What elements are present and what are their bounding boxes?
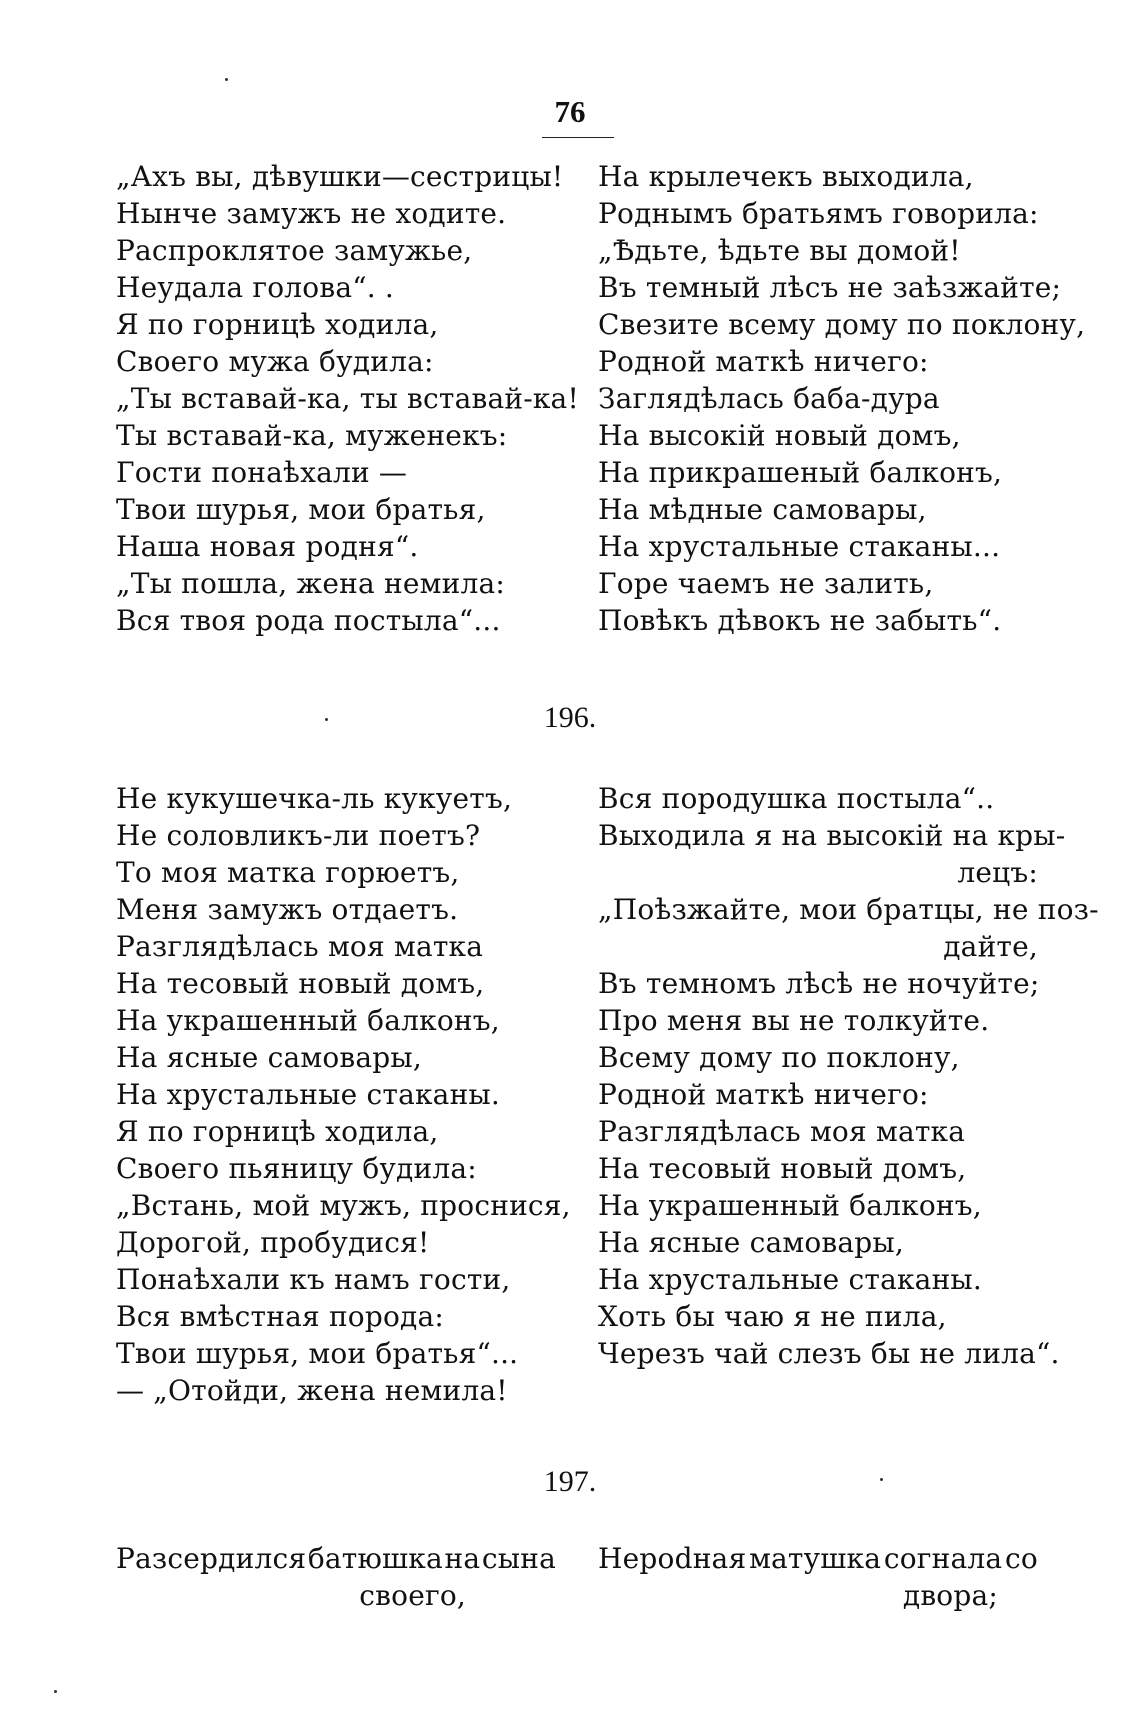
verse-line: „Ѣдьте, ѣдьте вы домой! [598, 234, 961, 267]
verse-line: Я по горницѣ ходила, [116, 308, 439, 341]
verse-line: Въ темный лѣсъ не заѣзжайте; [598, 271, 1062, 304]
verse-line: На прикрашеный балконъ, [598, 456, 1003, 489]
verse-line-continuation: двора; [902, 1579, 998, 1612]
verse-line: На украшенный балконъ, [598, 1189, 982, 1222]
verse-line: Вся вмѣстная порода: [116, 1300, 445, 1333]
verse-line: „Поѣзжайте, мои братцы, не поз- [598, 893, 1099, 926]
scan-speck [325, 718, 328, 721]
verse-line-continuation: дайте, [943, 930, 1038, 963]
verse-line: Не соловликъ-ли поетъ? [116, 819, 481, 852]
section196-left-column [116, 780, 571, 1409]
verse-line: „Ты вставай-ка, ты вставай-ка! [116, 382, 579, 415]
verse-word: сына [481, 1542, 556, 1575]
verse-line: Дорогой, пробудися! [116, 1226, 430, 1259]
scan-speck [54, 1690, 57, 1693]
verse-word: Разсердился [116, 1542, 307, 1575]
verse-word: согнала [883, 1542, 1003, 1575]
verse-line: Нынче замужъ не ходите. [116, 197, 507, 230]
verse-line: Понаѣхали къ намъ гости, [116, 1263, 511, 1296]
verse-line: На хрустальные стаканы. [116, 1078, 501, 1111]
verse-line: Наша новая родня“. [116, 530, 419, 563]
verse-word: Нерodная [598, 1542, 747, 1575]
verse-line: То моя матка горюетъ, [116, 856, 460, 889]
page-number: 76 [554, 94, 586, 129]
verse-line: Меня замужъ отдаетъ. [116, 893, 459, 926]
scan-speck [880, 1478, 883, 1481]
verse-word: на [444, 1542, 481, 1575]
verse-line: На украшенный балконъ, [116, 1004, 500, 1037]
verse-word: батюшка [307, 1542, 443, 1575]
verse-line: Въ темномъ лѣсѣ не ночуйте; [598, 967, 1040, 1000]
verse-line: „Встань, мой мужъ, проснися, [116, 1189, 571, 1222]
section197-left-column [116, 1540, 556, 1614]
verse-line: Вся породушка постыла“.. [598, 782, 995, 815]
verse-line: Твои шурья, мои братья, [116, 493, 486, 526]
verse-line: На ясные самовары, [116, 1041, 422, 1074]
verse-line: На крылечекъ выходила, [598, 160, 974, 193]
verse-line: Гости понаѣхали — [116, 456, 408, 489]
verse-line: Повѣкъ дѣвокъ не забыть“. [598, 604, 1002, 637]
verse-line: На ясные самовары, [598, 1226, 904, 1259]
block1-right-column [598, 158, 1086, 639]
verse-line: Ты вставай-ка, муженекъ: [116, 419, 508, 452]
verse-line: Родной маткѣ ничего: [598, 1078, 929, 1111]
verse-line: На тесовый новый домъ, [116, 967, 485, 1000]
verse-line: На высокій новый домъ, [598, 419, 961, 452]
verse-line [598, 1540, 1038, 1577]
verse-line: Я по горницѣ ходила, [116, 1115, 439, 1148]
verse-line: Заглядѣлась баба-дура [598, 382, 940, 415]
verse-line: Черезъ чай слезъ бы не лила“. [598, 1337, 1060, 1370]
section196-right-column [598, 780, 1099, 1372]
verse-line: Хоть бы чаю я не пила, [598, 1300, 947, 1333]
verse-line: Роднымъ братьямъ говорила: [598, 197, 1039, 230]
verse-line: Твои шурья, мои братья“... [116, 1337, 519, 1370]
verse-line: Распроклятое замужье, [116, 234, 473, 267]
verse-line: На мѣдные самовары, [598, 493, 927, 526]
verse-line-continuation: лецъ: [957, 856, 1038, 889]
verse-line: Выходила я на высокій на кры- [598, 819, 1066, 852]
verse-line: — „Отойди, жена немила! [116, 1374, 508, 1407]
section197-right-column [598, 1540, 1038, 1614]
verse-line: На хрустальные стаканы... [598, 530, 1001, 563]
verse-line: „Ты пошла, жена немила: [116, 567, 505, 600]
verse-line: Вся твоя рода постыла“... [116, 604, 501, 637]
verse-word: матушка [749, 1542, 882, 1575]
verse-line: На хрустальные стаканы. [598, 1263, 983, 1296]
verse-line: На тесовый новый домъ, [598, 1152, 967, 1185]
verse-line: Своего пьяницу будила: [116, 1152, 477, 1185]
section-number-196: 196. [543, 701, 597, 734]
verse-word: со [1005, 1542, 1038, 1575]
verse-line: Неудала голова“. . [116, 271, 395, 304]
section-number-197: 197. [543, 1465, 597, 1498]
verse-line: Разглядѣлась моя матка [598, 1115, 966, 1148]
verse-line-continuation: своего, [359, 1579, 466, 1612]
verse-line: Горе чаемъ не залить, [598, 567, 934, 600]
verse-line: „Ахъ вы, дѣвушки—сестрицы! [116, 160, 564, 193]
verse-line: Не кукушечка-ль кукуетъ, [116, 782, 513, 815]
page-number-rule [542, 137, 614, 138]
verse-line: Свезите всему дому по поклону, [598, 308, 1086, 341]
verse-line: Своего мужа будила: [116, 345, 434, 378]
verse-line: Всему дому по поклону, [598, 1041, 960, 1074]
scan-speck [225, 78, 228, 81]
block1-left-column [116, 158, 579, 639]
verse-line: Родной маткѣ ничего: [598, 345, 929, 378]
verse-line: Разглядѣлась моя матка [116, 930, 484, 963]
verse-line [116, 1540, 556, 1577]
verse-line: Про меня вы не толкуйте. [598, 1004, 990, 1037]
